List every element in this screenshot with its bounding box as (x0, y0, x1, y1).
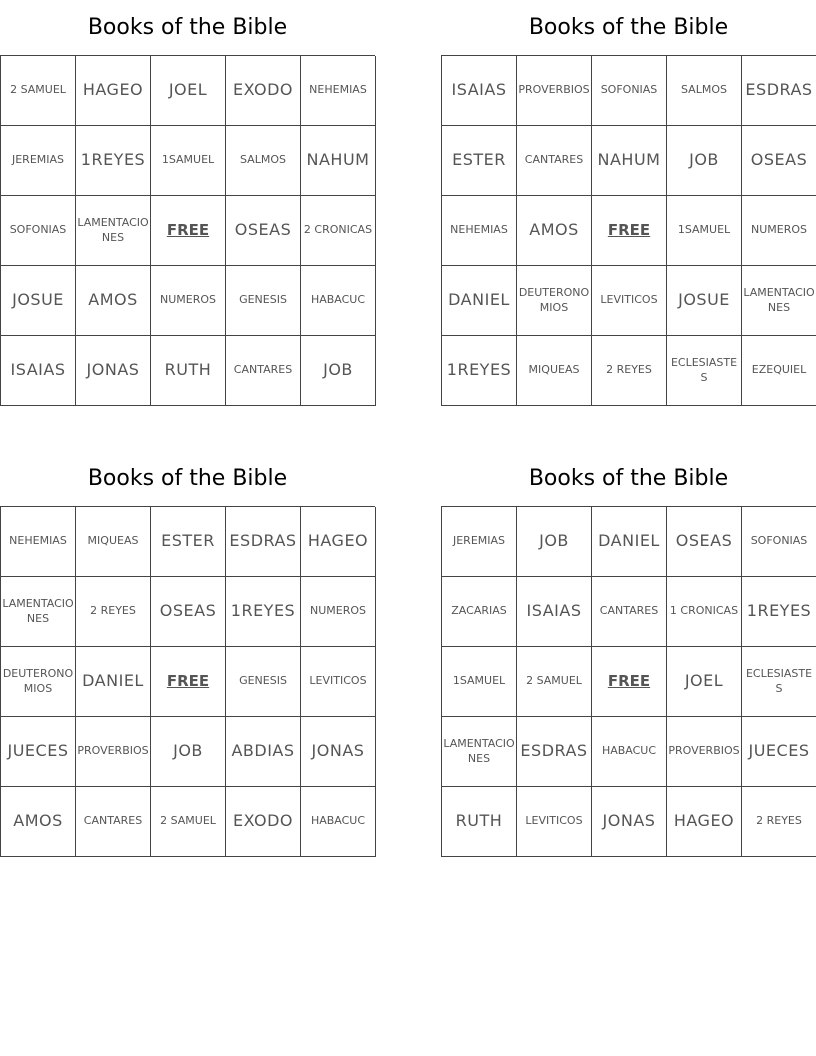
bingo-cell: HAGEO (76, 56, 151, 126)
card-title: Books of the Bible (87, 466, 288, 491)
bingo-cell: ISAIAS (517, 577, 592, 647)
bingo-cell: 1REYES (742, 577, 816, 647)
bingo-cell: SALMOS (226, 126, 301, 196)
bingo-cell: EXODO (226, 787, 301, 857)
bingo-cell: HAGEO (667, 787, 742, 857)
free-space-cell: FREE (592, 196, 667, 266)
bingo-cell: ZACARIAS (442, 577, 517, 647)
card-title: Books of the Bible (528, 466, 729, 491)
bingo-cell: PROVERBIOS (667, 717, 742, 787)
bingo-cell: CANTARES (592, 577, 667, 647)
bingo-cell: ESDRAS (517, 717, 592, 787)
bingo-cell: ESDRAS (742, 56, 816, 126)
bingo-cell: JONAS (76, 336, 151, 406)
bingo-cell: AMOS (517, 196, 592, 266)
bingo-cell: 1REYES (76, 126, 151, 196)
bingo-cell: CANTARES (517, 126, 592, 196)
bingo-cell: HABACUC (592, 717, 667, 787)
bingo-cell: 2 REYES (76, 577, 151, 647)
bingo-cell: NEHEMIAS (442, 196, 517, 266)
bingo-cell: 2 REYES (592, 336, 667, 406)
bingo-cell: DANIEL (76, 647, 151, 717)
bingo-cell: NEHEMIAS (1, 507, 76, 577)
bingo-cell: JEREMIAS (1, 126, 76, 196)
bingo-cell: NAHUM (301, 126, 376, 196)
bingo-cell: LAMENTACIONES (1, 577, 76, 647)
bingo-cell: HABACUC (301, 787, 376, 857)
bingo-cell: ISAIAS (1, 336, 76, 406)
bingo-cell: HAGEO (301, 507, 376, 577)
bingo-cell: 2 REYES (742, 787, 816, 857)
bingo-cell: 2 SAMUEL (517, 647, 592, 717)
bingo-cell: ECLESIASTES (667, 336, 742, 406)
bingo-cell: JONAS (301, 717, 376, 787)
bingo-cell: LAMENTACIONES (76, 196, 151, 266)
bingo-cell: DEUTERONOMIOS (1, 647, 76, 717)
bingo-cell: LAMENTACIONES (442, 717, 517, 787)
bingo-cell: GENESIS (226, 647, 301, 717)
bingo-cell: CANTARES (76, 787, 151, 857)
bingo-cell: 2 CRONICAS (301, 196, 376, 266)
bingo-cell: DANIEL (592, 507, 667, 577)
bingo-card-2 (441, 0, 816, 406)
bingo-cell: AMOS (76, 266, 151, 336)
bingo-cell: 2 SAMUEL (1, 56, 76, 126)
bingo-cell: JOEL (667, 647, 742, 717)
card-title: Books of the Bible (528, 15, 729, 40)
bingo-cell: 1SAMUEL (442, 647, 517, 717)
bingo-cell: DANIEL (442, 266, 517, 336)
bingo-cell: ECLESIASTES (742, 647, 816, 717)
bingo-cell: MIQUEAS (517, 336, 592, 406)
bingo-cell: ISAIAS (442, 56, 517, 126)
bingo-grid (0, 55, 375, 406)
bingo-cell: LAMENTACIONES (742, 266, 816, 336)
bingo-cell: LEVITICOS (517, 787, 592, 857)
bingo-cell: GENESIS (226, 266, 301, 336)
bingo-cell: 1SAMUEL (667, 196, 742, 266)
bingo-cell: SALMOS (667, 56, 742, 126)
bingo-cell: AMOS (1, 787, 76, 857)
bingo-cell: RUTH (442, 787, 517, 857)
free-space-cell: FREE (592, 647, 667, 717)
bingo-cell: SOFONIAS (742, 507, 816, 577)
bingo-cell: 1REYES (442, 336, 517, 406)
bingo-card-4 (441, 451, 816, 857)
bingo-cell: JEREMIAS (442, 507, 517, 577)
bingo-cell: JOB (517, 507, 592, 577)
bingo-cell: CANTARES (226, 336, 301, 406)
bingo-grid (441, 506, 816, 857)
bingo-cell: PROVERBIOS (517, 56, 592, 126)
bingo-cell: OSEAS (151, 577, 226, 647)
bingo-cell: OSEAS (667, 507, 742, 577)
bingo-cell: ESTER (442, 126, 517, 196)
bingo-cell: 2 SAMUEL (151, 787, 226, 857)
bingo-cell: OSEAS (226, 196, 301, 266)
bingo-cell: NAHUM (592, 126, 667, 196)
bingo-cell: DEUTERONOMIOS (517, 266, 592, 336)
free-space-cell: FREE (151, 196, 226, 266)
bingo-cell: JOSUE (667, 266, 742, 336)
bingo-cell: PROVERBIOS (76, 717, 151, 787)
bingo-cell: JOEL (151, 56, 226, 126)
bingo-cell: JONAS (592, 787, 667, 857)
bingo-cell: EZEQUIEL (742, 336, 816, 406)
bingo-cell: JUECES (1, 717, 76, 787)
bingo-cell: NUMEROS (301, 577, 376, 647)
bingo-cell: NUMEROS (742, 196, 816, 266)
bingo-cell: ABDIAS (226, 717, 301, 787)
bingo-cell: HABACUC (301, 266, 376, 336)
free-space-cell: FREE (151, 647, 226, 717)
bingo-cell: LEVITICOS (301, 647, 376, 717)
bingo-cell: ESTER (151, 507, 226, 577)
bingo-cell: JOB (301, 336, 376, 406)
bingo-cell: LEVITICOS (592, 266, 667, 336)
bingo-cell: NEHEMIAS (301, 56, 376, 126)
bingo-grid (0, 506, 375, 857)
bingo-cell: SOFONIAS (1, 196, 76, 266)
bingo-cell: 1REYES (226, 577, 301, 647)
bingo-cell: OSEAS (742, 126, 816, 196)
bingo-cell: JUECES (742, 717, 816, 787)
bingo-cell: 1 CRONICAS (667, 577, 742, 647)
bingo-cell: SOFONIAS (592, 56, 667, 126)
bingo-cell: MIQUEAS (76, 507, 151, 577)
bingo-card-3 (0, 451, 375, 857)
card-title: Books of the Bible (87, 15, 288, 40)
bingo-cell: RUTH (151, 336, 226, 406)
bingo-card-1 (0, 0, 375, 406)
bingo-cell: JOSUE (1, 266, 76, 336)
bingo-cell: EXODO (226, 56, 301, 126)
bingo-cell: JOB (667, 126, 742, 196)
bingo-cell: ESDRAS (226, 507, 301, 577)
bingo-cell: NUMEROS (151, 266, 226, 336)
bingo-cell: JOB (151, 717, 226, 787)
bingo-cell: 1SAMUEL (151, 126, 226, 196)
bingo-grid (441, 55, 816, 406)
